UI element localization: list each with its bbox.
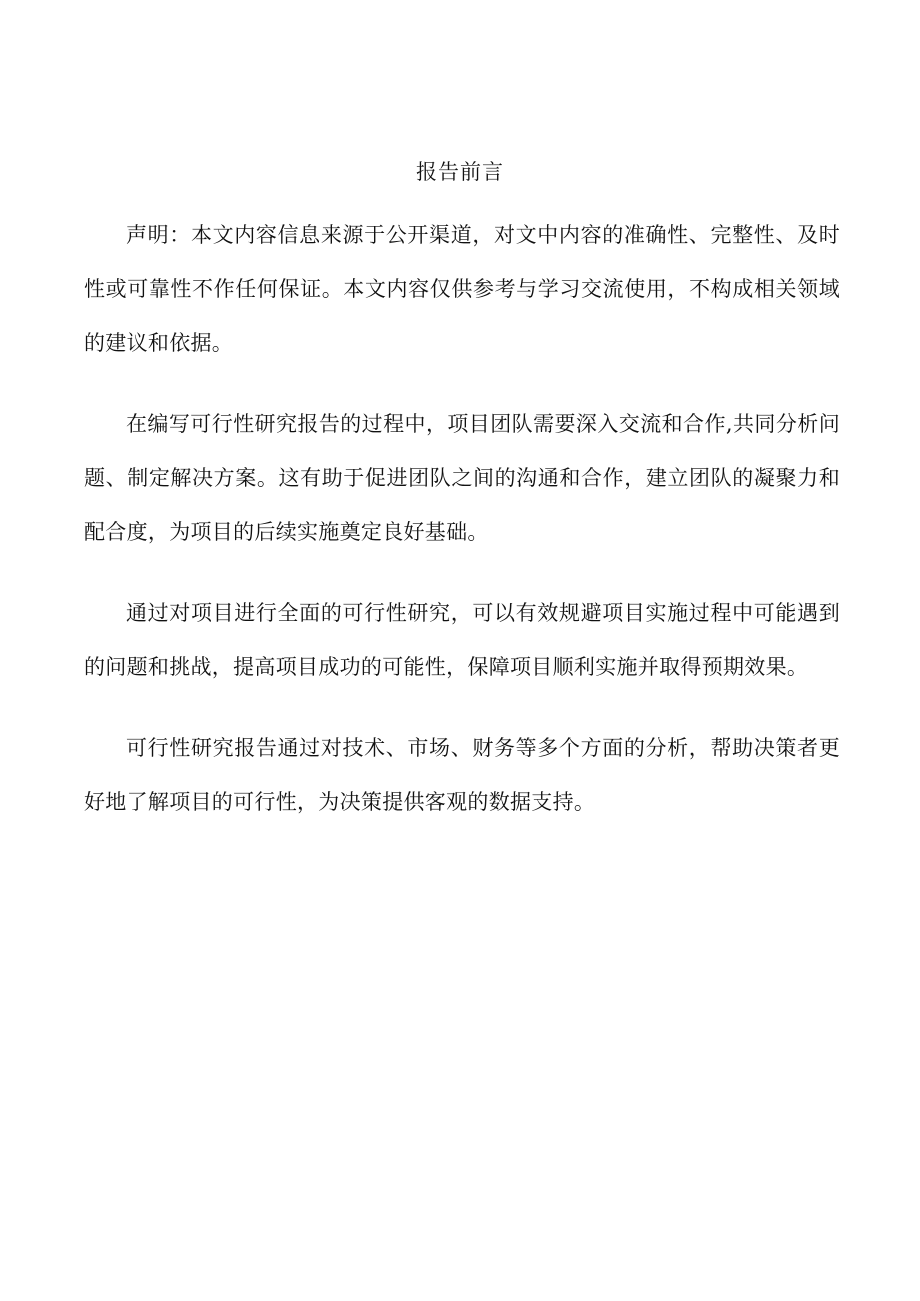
- page-title: 报告前言: [416, 160, 504, 184]
- paragraph-teamwork: 在编写可行性研究报告的过程中，项目团队需要深入交流和合作,共同分析问题、制定解决方案。这有助于促进团队之间的沟通和合作，建立团队的凝聚力和配合度，为项目的后续实施奠定良好基础。: [84, 412, 840, 544]
- paragraph-decision-support: 可行性研究报告通过对技术、市场、财务等多个方面的分析，帮助决策者更好地了解项目的可行性，为决策提供客观的数据支持。: [84, 736, 840, 814]
- document-body: [84, 208, 840, 856]
- paragraph-disclaimer: 声明：本文内容信息来源于公开渠道，对文中内容的准确性、完整性、及时性或可靠性不作任何保证。本文内容仅供参考与学习交流使用，不构成相关领域的建议和依据。: [84, 223, 840, 355]
- paragraph-risk-avoidance: 通过对项目进行全面的可行性研究，可以有效规避项目实施过程中可能遇到的问题和挑战，提高项目成功的可能性，保障项目顺利实施并取得预期效果。: [84, 601, 840, 679]
